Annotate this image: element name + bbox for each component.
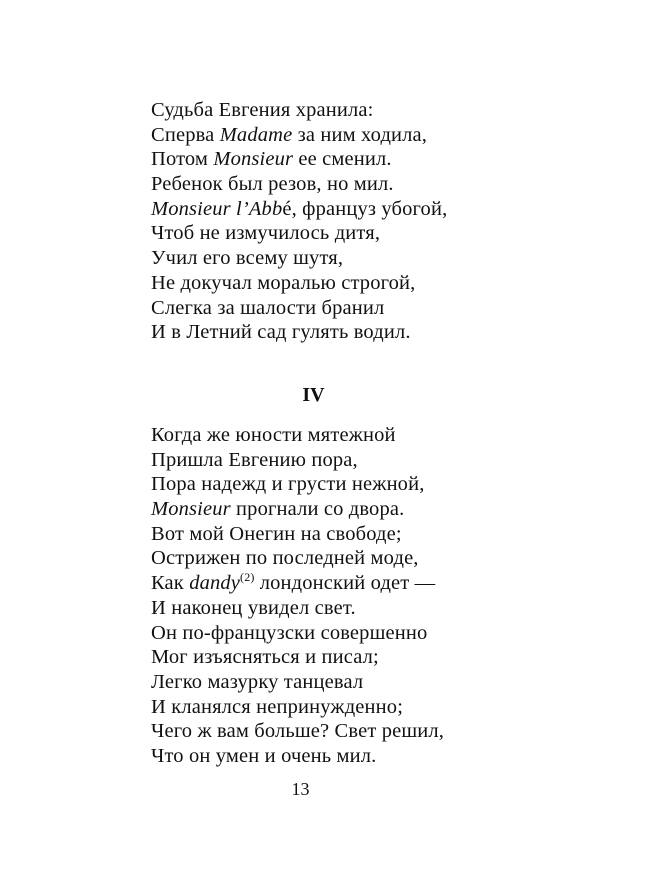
verse-line: Чего ж вам больше? Свет решил, [151, 720, 445, 743]
verse-line [151, 123, 447, 148]
verse-line: И наконец увидел свет. [151, 596, 356, 619]
verse-line [151, 147, 447, 172]
verse-line: Судьба Евгения хранила: [151, 99, 374, 121]
verse-line: И в Летний сад гулять водил. [151, 321, 411, 344]
verse-text: é, француз убогой, [282, 197, 448, 220]
italic-foreign-word: Madame [219, 123, 293, 146]
stanza-iii-ending [151, 98, 447, 345]
italic-foreign-word: Monsieur l’Abb [151, 197, 283, 220]
italic-foreign-word: dandy [189, 572, 241, 595]
verse-line: Слегка за шалости бранил [151, 296, 385, 319]
verse-text: лондонский одет — [254, 572, 436, 595]
verse-line: Вот мой Онегин на свободе; [151, 522, 402, 545]
verse-line: Когда же юности мятежной [151, 424, 396, 446]
verse-text: Как [151, 572, 190, 595]
stanza-iv [151, 423, 444, 769]
verse-line: Острижен по последней моде, [151, 547, 419, 570]
verse-text: ее сменил. [293, 148, 392, 171]
italic-foreign-word: Monsieur [213, 148, 294, 171]
verse-line: Не докучал моралью строгой, [151, 271, 416, 294]
verse-line: Мог изъясняться и писал; [151, 646, 379, 669]
verse-line: И кланялся непринужденно; [151, 695, 404, 718]
verse-line: Легко мазурку танцевал [151, 670, 364, 693]
verse-line: Чтоб не измучилось дитя, [151, 222, 381, 245]
verse-line: Он по-французски совершенно [151, 621, 428, 644]
verse-text: за ним ходила, [292, 123, 428, 146]
stanza-heading: IV [302, 384, 325, 406]
verse-line [151, 197, 447, 222]
verse-text: Сперва [151, 123, 220, 146]
footnote-marker: (2) [240, 570, 255, 585]
verse-line: Ребенок был резов, но мил. [151, 173, 394, 196]
verse-line: Пришла Евгению пора, [151, 448, 358, 471]
verse-line: Учил его всему шутя, [151, 247, 344, 270]
verse-line: Пора надежд и грусти нежной, [151, 473, 425, 496]
verse-line: Что он умен и очень мил. [151, 744, 377, 767]
verse-line [151, 497, 444, 522]
verse-text: прогнали со двора. [230, 498, 405, 521]
verse-text: Потом [151, 148, 214, 171]
page-number: 13 [291, 779, 310, 799]
italic-foreign-word: Monsieur [151, 498, 231, 521]
verse-line [151, 571, 444, 596]
